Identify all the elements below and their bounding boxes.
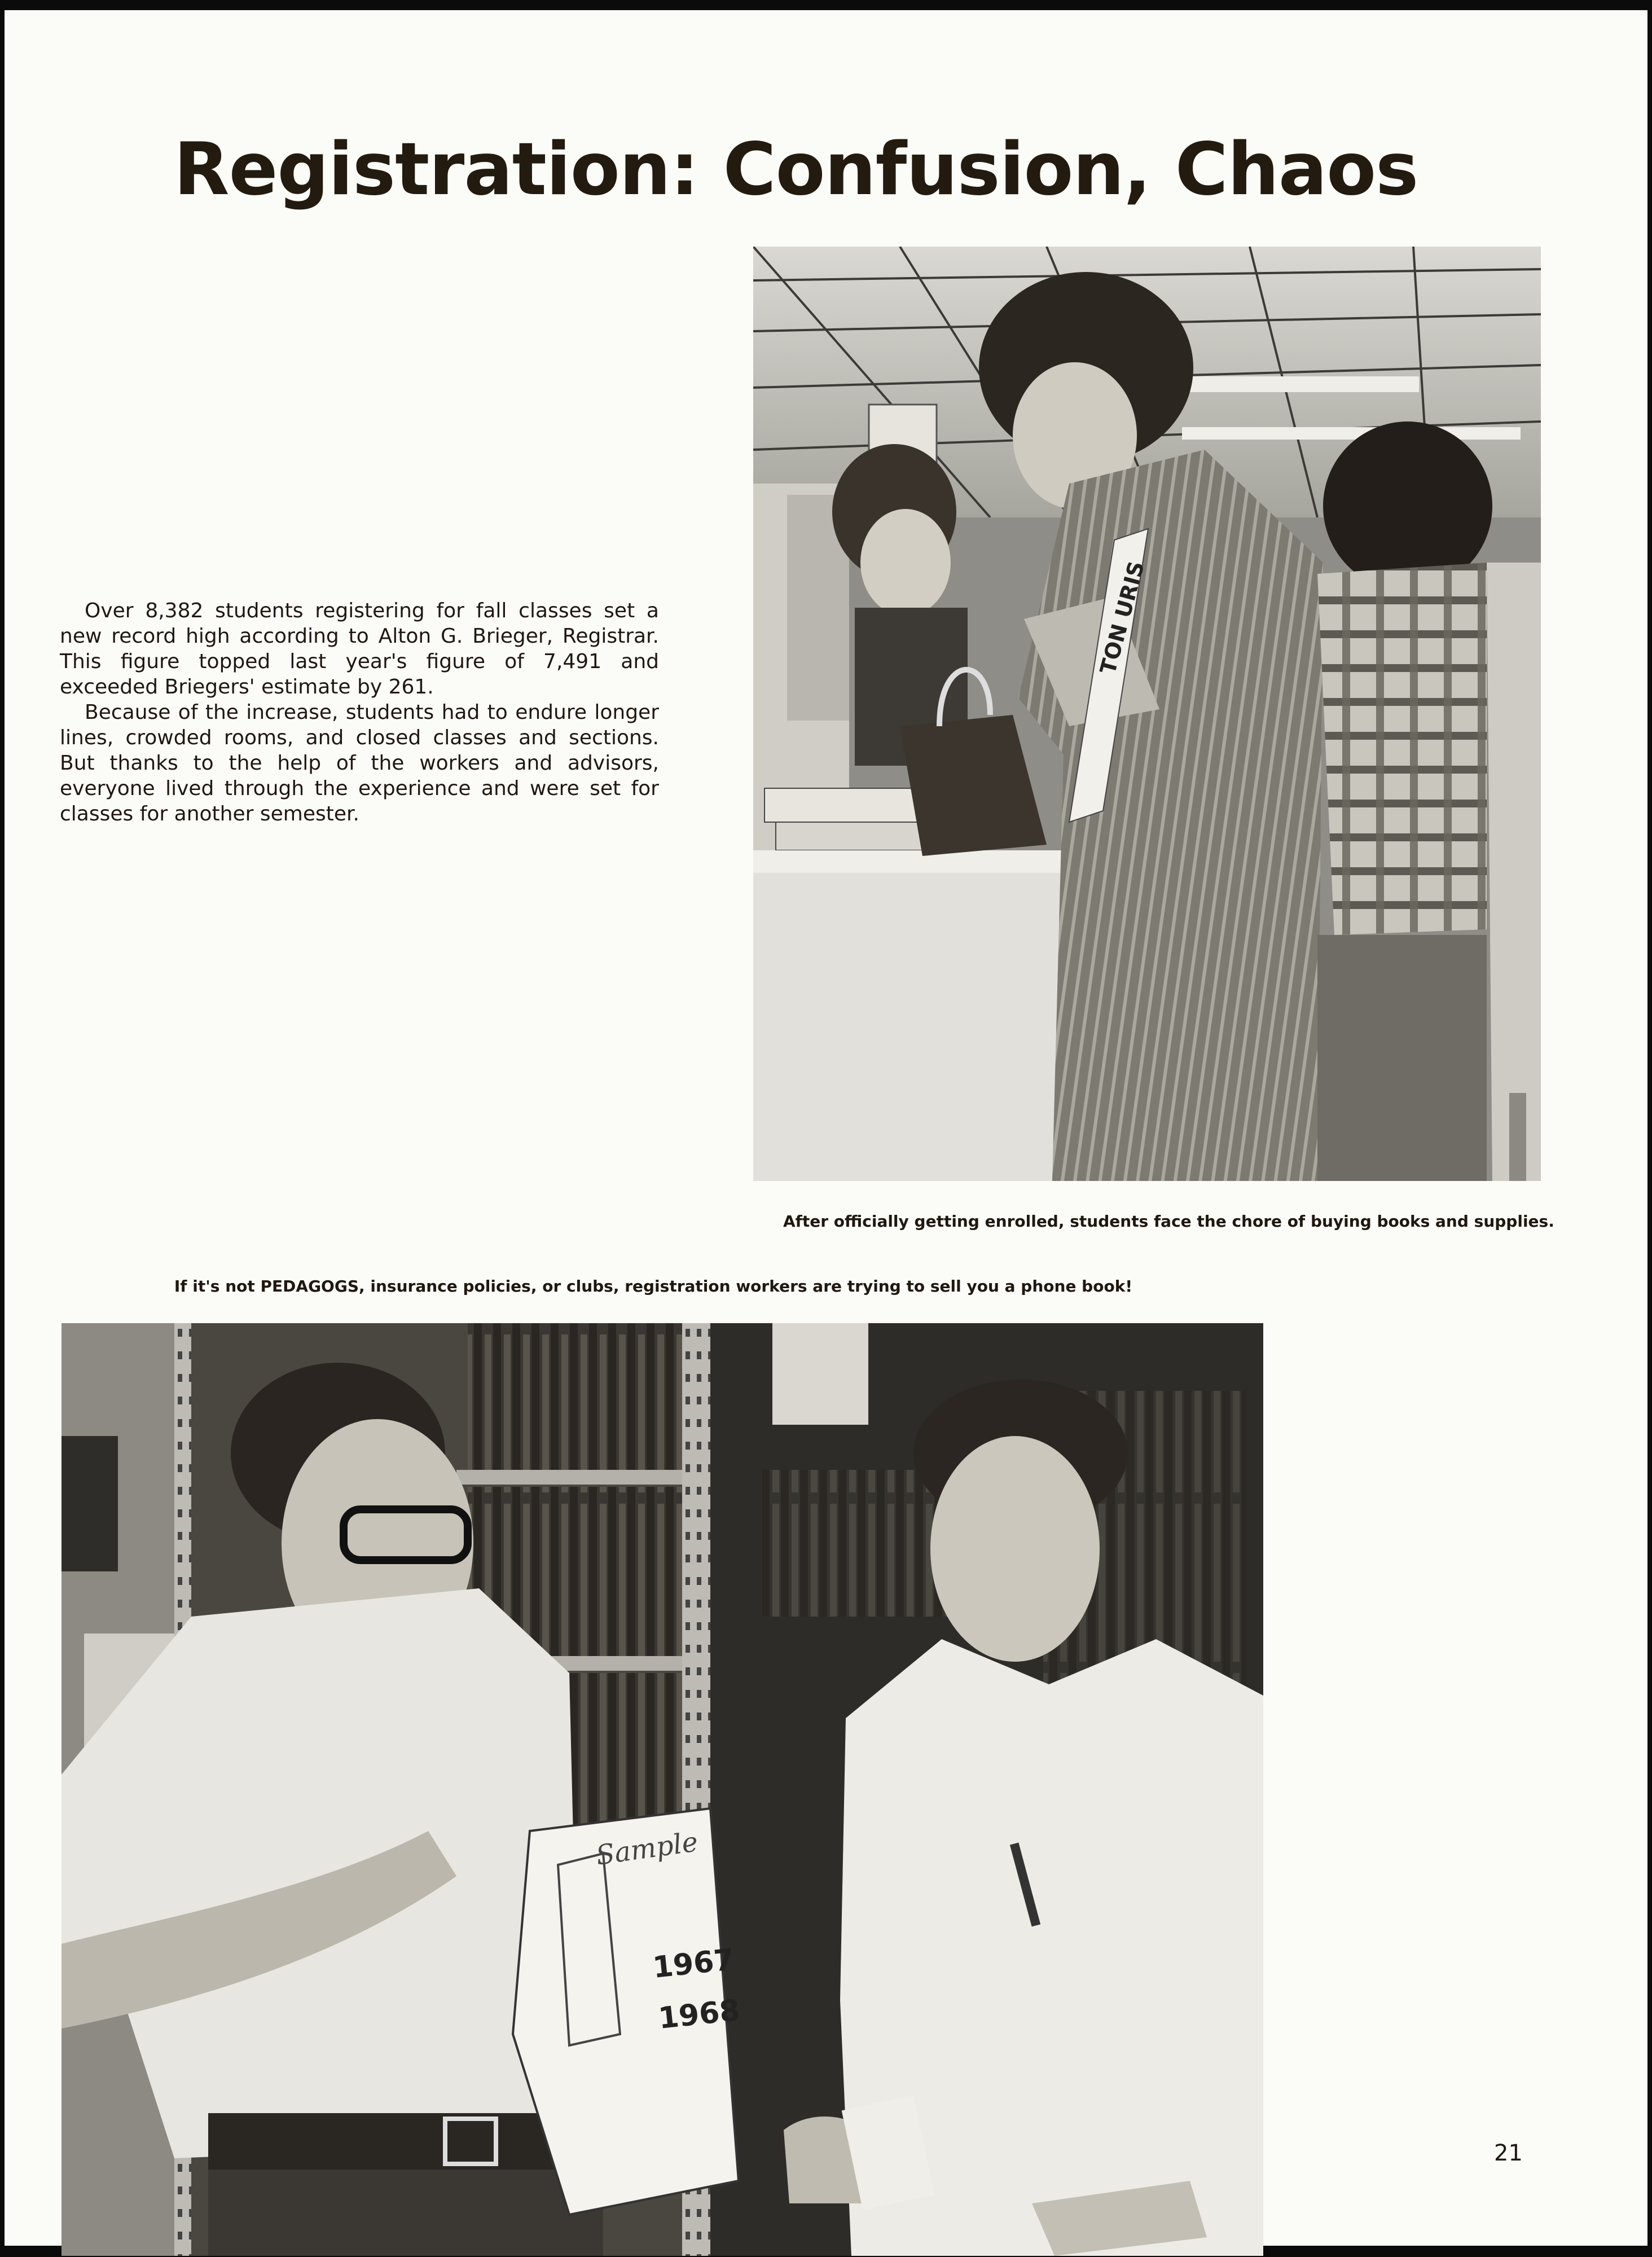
phone-book-photo [61,1323,1263,2256]
page-number: 21 [1494,2140,1523,2166]
bottom-photo-caption: If it's not PEDAGOGS, insurance policies, or clubs, registration workers are trying to sell you a phone book! [174,1277,1133,1296]
page-title: Registration: Confusion, Chaos [174,128,1418,212]
phone-book-illustration [61,1323,1263,2256]
article-paragraph: Over 8,382 students registering for fall classes set a new record high according to Alton G. Brieger, Registrar. This figure topped last year's figure of 7,491 and exceeded Briegers' estimate by 261. [60,599,659,699]
registration-counter-photo [753,247,1541,1181]
clerk-face [860,509,951,616]
booklet-script: Sample [594,1826,700,1872]
article-body [60,598,659,827]
booklet-year-1968: 1968 [657,1993,742,2036]
booklet-year-1967: 1967 [651,1943,736,1985]
sash-text: TON URIS [1095,559,1149,677]
article-paragraph: Because of the increase, students had to endure longer lines, crowded rooms, and closed classes and sections. But thanks to the help of the workers and advisors, everyone lived through the experience and were set for classes for another semester. [60,701,659,825]
registration-counter-illustration [753,247,1541,1181]
plaid-blouse [1317,563,1487,935]
counter [753,873,1092,1181]
right-man-face [930,1436,1100,1662]
striped-dress [1018,450,1323,1181]
top-photo-caption: After officially getting enrolled, students face the chore of buying books and supplies. [783,1212,1554,1231]
